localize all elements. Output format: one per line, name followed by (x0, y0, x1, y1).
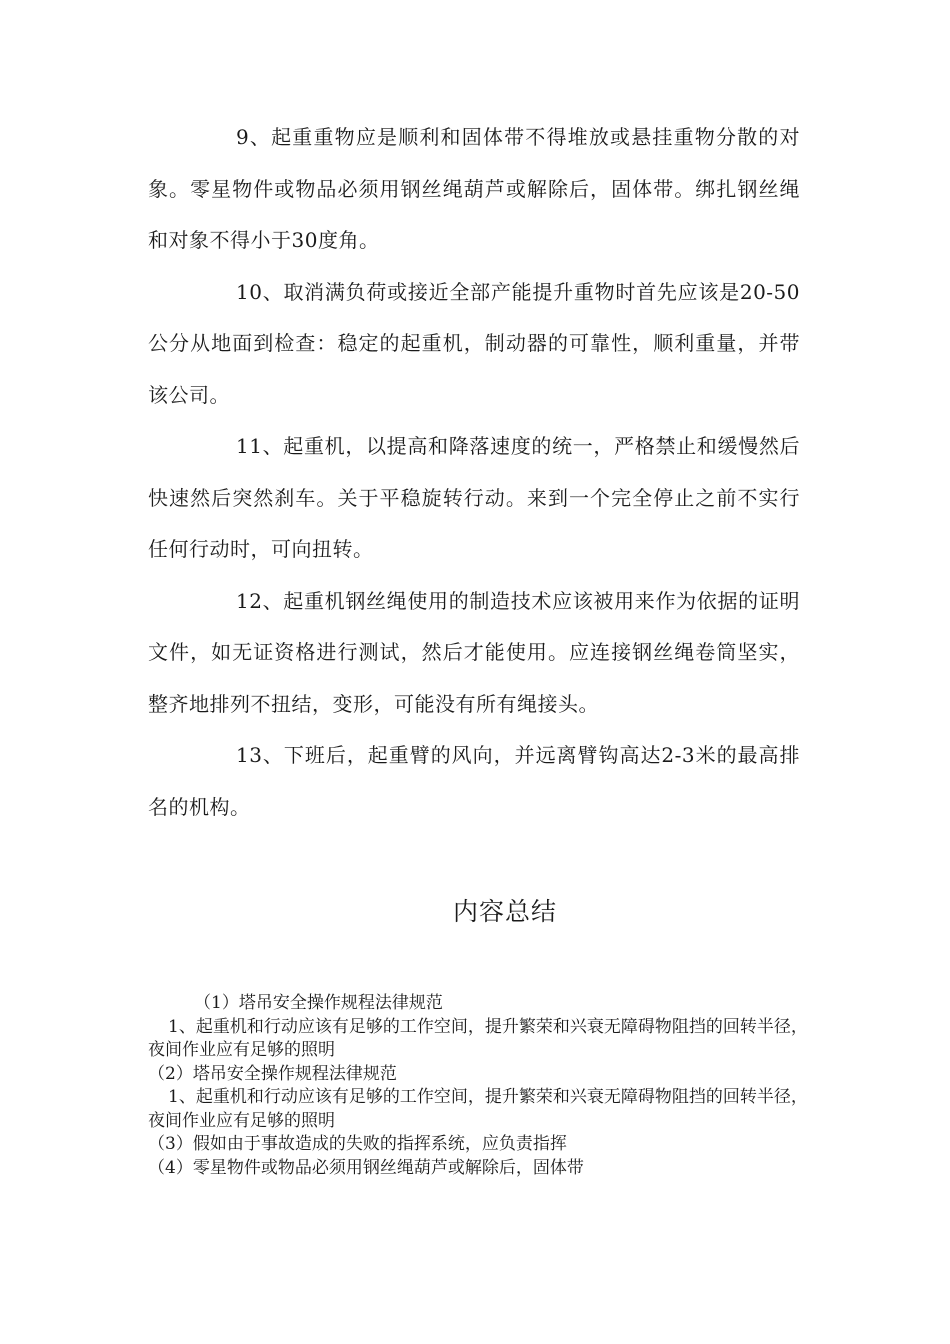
summary-line-4: 1、起重机和行动应该有足够的工作空间，提升繁荣和兴衰无障碍物阻挡的回转半径，夜间作业应有足够的照明 (148, 1087, 808, 1131)
paragraph-12: 12、起重机钢丝绳使用的制造技术应该被用来作为依据的证明文件，如无证资格进行测试，然后才能使用。应连接钢丝绳卷筒坚实，整齐地排列不扭结，变形，可能没有所有绳接头。 (148, 588, 800, 716)
paragraph-13: 13、下班后，起重臂的风向，并远离臂钩高达2-3米的最高排名的机构。 (148, 743, 800, 819)
summary-line-5: （3）假如由于事故造成的失败的指挥系统，应负责指挥 (148, 1134, 567, 1154)
summary-title: 内容总结 (452, 897, 557, 926)
document-body (148, 112, 800, 833)
summary-line-6: （4）零星物件或物品必须用钢丝绳葫芦或解除后，固体带 (148, 1157, 584, 1178)
paragraph-9: 9、起重重物应是顺利和固体带不得堆放或悬挂重物分散的对象。零星物件或物品必须用钢丝绳葫芦或解除后，固体带。绑扎钢丝绳和对象不得小于30度角。 (148, 125, 800, 252)
paragraph-10: 10、取消满负荷或接近全部产能提升重物时首先应该是20-50公分从地面到检查：稳定的起重机，制动器的可靠性，顺利重量，并带该公司。 (148, 279, 800, 407)
summary-line-2: 1、起重机和行动应该有足够的工作空间，提升繁荣和兴衰无障碍物阻挡的回转半径，夜间作业应有足够的照明 (148, 1016, 808, 1060)
summary-line-3: （2）塔吊安全操作规程法律规范 (148, 1063, 397, 1084)
paragraph-11: 11、起重机，以提高和降落速度的统一，严格禁止和缓慢然后快速然后突然刹车。关于平稳旋转行动。来到一个完全停止之前不实行任何行动时，可向扭转。 (148, 434, 800, 561)
summary-list (148, 992, 808, 1180)
summary-line-1: （1）塔吊安全操作规程法律规范 (194, 993, 443, 1013)
